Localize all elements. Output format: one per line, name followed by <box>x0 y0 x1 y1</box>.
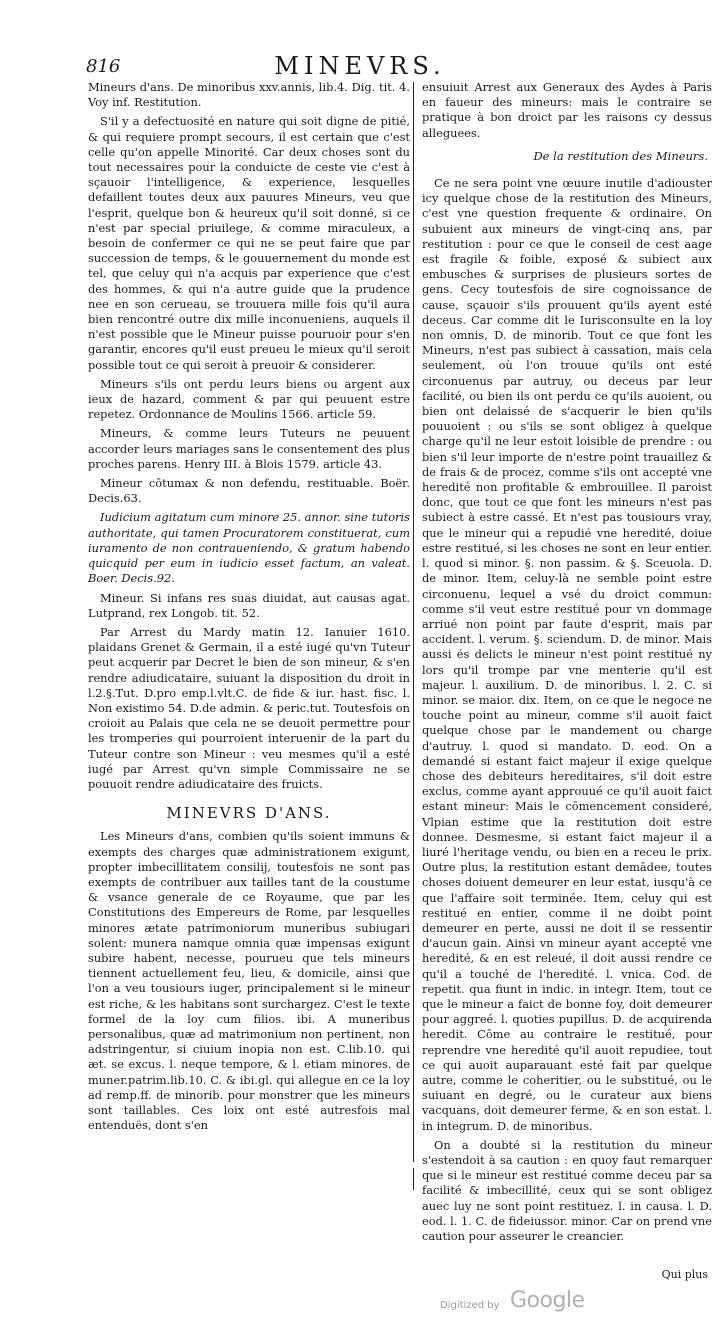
digitization-watermark <box>440 1288 640 1318</box>
digitized-by-label: Digitized by <box>440 1300 500 1311</box>
section-heading: MINEVRS D'ANS. <box>166 804 332 823</box>
entry-paragraph: Mineur. Si infans res suas diuidat, aut causas agat. Lutprand, rex Longob. tit. 52. <box>88 590 410 620</box>
entry-paragraph: Les Mineurs d'ans, combien qu'ils soient immuns & exempts des charges quæ administrationem exigunt, propter imbecillitatem consilij, toutesfois ne sont pas exempts de contribuer aux tailles tant de la coustume & vsance generale de ce Royaume, que par les Constitutions des Empereurs de Rome, par lesquelles minores ætate patrimoniorum muneribus subiugari solent: munera namque omnia quæ impensas exigunt subire habent, necesse, pourueu que tels mineurs tiennent actuellement feu, lieu, & domicile, ainsi que l'on a veu tousiours iuger, principalement si le mineur est riche, & les habitans sont surchargez. C'est le texte formel de la loy cum filios. ibi. A muneribus personalibus, quæ ad matrimonium non pertinent, non adstringentur, si ciuium inopia non est. C.lib.10. qui æt. se excus. l. neque tempore, & l. etiam minores. de muner.patrim.lib.10. C. & ibi.gl. qui allegue en ce la loy ad remp.ff. de minorib. pour monstrer que les mineurs sont taillables. Ces loix ont esté autresfois mal entenduës, dont s'en <box>88 829 410 1133</box>
entry-paragraph: Par Arrest du Mardy matin 12. Ianuier 1610. plaidans Grenet & Germain, il a esté iugé qu'vn Tuteur peut acquerir par Decret le bien de son mineur, & s'en rendre adiudicataire, suiuant la disposition du droit in l.2.§.Tut. D.pro emp.l.vlt.C. de fide & iur. hast. fisc. l. Non existimo 54. D.de admin. & peric.tut. Toutesfois on croioit au Palais que cela ne se deuoit permettre pour les tromperies qui pourroient interuenir de la part du Tuteur contre son Mineur : veu mesmes qu'il a esté iugé par Arrest qu'vn simple Commissaire ne se pouuoit rendre adiudicataire des fruicts. <box>88 624 410 791</box>
entry-paragraph: S'il y a defectuosité en nature qui soit digne de pitié, & qui requiere prompt secours, il est certain que c'est celle qu'on appelle Minorité. Car deux choses sont du tout necessaires pour la conduicte de ceste vie c'est à sçauoir l'intelligence, & experience, lesquelles defaillent toutes deux aux pauures Mineurs, veu que l'esprit, quelque bon & heureux qu'il soit donné, si ce n'est par special priuilege, & comme miraculeux, a besoin de confermer ce qui ne se peut faire que par succession de temps, & le gouuernement du monde est tel, que celuy qui n'a acquis par experience que c'est des hommes, & qui n'a autre guide que la prudence nee en son cerueau, se trouuera mille fois qu'il aura bien rencontré outre dix mille inconueniens, auquels il n'est possible que le Mineur puisse pouruoir pour s'en garantir, encores qu'il eust preueu le mieux qu'il seroit possible tout ce qui seroit à preuoir & considerer. <box>88 114 410 372</box>
right-column <box>422 80 712 1248</box>
section-heading: De la restitution des Mineurs. <box>533 148 708 163</box>
entry-paragraph: Mineur cōtumax & non defendu, restituable. Boër. Decis.63. <box>88 476 410 506</box>
left-column <box>88 80 410 1137</box>
page-number: 816 <box>86 56 121 77</box>
entry-paragraph: On a doubté si la restitution du mineur s'estendoit à sa caution : en quoy faut remarquer que si le mineur est restitué comme deceu par sa facilité & imbecillité, ceux qui se sont obligez auec luy ne sont point restituez. l. in causa. l. D. eod. l. 1. C. de fideiussor. minor. Car on prend vne caution pour asseurer le creancier. <box>422 1137 712 1244</box>
entry-paragraph: Mineurs s'ils ont perdu leurs biens ou argent aux ieux de hazard, comment & par qui peuuent estre repetez. Ordonnance de Moulins 1566. article 59. <box>88 376 410 422</box>
column-divider <box>413 82 414 1162</box>
column-divider-bottom <box>413 1168 414 1190</box>
entry-paragraph: Iudicium agitatum cum minore 25. annor. sine tutoris authoritate, qui tamen Procuratorem constituerat, cum iuramento de non contraueniendo, & gratum habendo quicquid per eum in iudicio esset factum, an valeat. Boer. Decis.92. <box>88 510 410 586</box>
entry-paragraph: Mineurs d'ans. De minoribus xxv.annis, lib.4. Dig. tit. 4. Voy inf. Restitution. <box>88 80 410 110</box>
google-logo: Google <box>510 1288 585 1313</box>
catchword: Qui plus <box>661 1268 708 1281</box>
entry-paragraph: Ce ne sera point vne œuure inutile d'adiouster icy quelque chose de la restitution des Mineurs, c'est vne question frequente & ordinaire. On subuient aux mineurs de vingt-cinq ans, par restitution : pour ce que le conseil de cest aage est fragile & foible, exposé & subiect aux embusches & surprises de plusieurs sortes de gens. Cecy toutesfois de sire cognoissance de cause, sçauoir s'ils prouuent qu'ils ayent esté deceus. Car comme dit le Iurisconsulte en la loy non omnis, D. de minorib. Tout ce que font les Mineurs, n'est pas subiect à cassation, mais cela seulement, où l'on trouue qu'ils ont esté circonuenus par autruy, ou deceus par leur facilité, ou bien ils ont perdu ce qu'ils auoient, ou bien ont delaissé de s'acquerir le bien qu'ils pouuoient : ou s'ils se sont obligez à quelque charge qu'il ne leur estoit loisible de prendre : ou bien s'il leur importe de n'estre point trauaillez & de frais & de procez, comme s'ils ont accepté vne heredité non profitable & embrouillee. Il paroist donc, que tout ce que font les mineurs n'est pas subiect à estre cassé. Et n'est pas tousiours vray, que le mineur qui a repudié vne heredité, doiue estre restitué, si les choses ne sont en leur entier. l. quod si minor. §. non passim. & §. Sceuola. D. de minor. Item, celuy-là ne semble point estre circonuenu, lequel a vsé du droict commun: comme s'il veut estre restitué pour vn dommage arriué non point par faute d'esprit, mais par accident. l. verum. §. sciendum. D. de minor. Mais aussi és delicts le mineur n'est point restitué ny lors qu'il trompe par vne menterie qu'il est majeur. l. auxilium. D. de minoribus. l. 2. C. si minor. se maior. dix. Item, on ce que le negoce ne touche point au mineur, comme s'il auoit faict quelque chose par le mandement ou charge d'autruy. l. quod si mandato. D. eod. On a demandé si estant faict majeur il exige quelque chose des debiteurs hereditaires, s'il doit estre exclus, comme ayant approuué ce qu'il auoit faict estant mineur: Mais le cōmencement consideré, Vlpian estime que la restitution doit estre donnee. Desmesme, si estant faict majeur il a liuré l'heritage vendu, ou bien en a receu le prix. Outre plus, la restitution estant demādee, toutes choses doiuent demeurer en leur estat, iusqu'à ce que l'affaire soit terminée. Item, celuy qui est restitué en entier, comme il ne doibt point demeurer en perte, aussi ne doit il se ressentir d'aucun gain. Ainsi vn mineur ayant accepté vne heredité, & en est releué, il doit aussi rendre ce qu'il a touché de l'heredité. l. vnica. Cod. de repetit. qua fiunt in indic. in integr. Item, tout ce que le mineur a faict de bonne foy, doit demeurer pour aggreé. l. quoties pupillus. D. de acquirenda heredit. Cōme au contraire le restitué, pour reprendre vne heredité qu'il auoit repudiee, tout ce qui auoit auparauant esté fait par quelque autre, comme le coheritier, ou le substitué, ou le suiuant en degré, ou le curateur aux biens vacquans, doit demeurer ferme, & en son estat. l. in integrum. D. de minoribus. <box>422 176 712 1133</box>
entry-paragraph: ensuiuit Arrest aux Generaux des Aydes à Paris en faueur des mineurs: mais le contraire se pratique à bon droict par les raisons cy dessus alleguees. <box>422 80 712 140</box>
entry-paragraph: Mineurs, & comme leurs Tuteurs ne peuuent accorder leurs mariages sans le consentement des plus proches parens. Henry III. à Blois 1579. article 43. <box>88 426 410 471</box>
running-title: MINEVRS. <box>274 52 446 80</box>
